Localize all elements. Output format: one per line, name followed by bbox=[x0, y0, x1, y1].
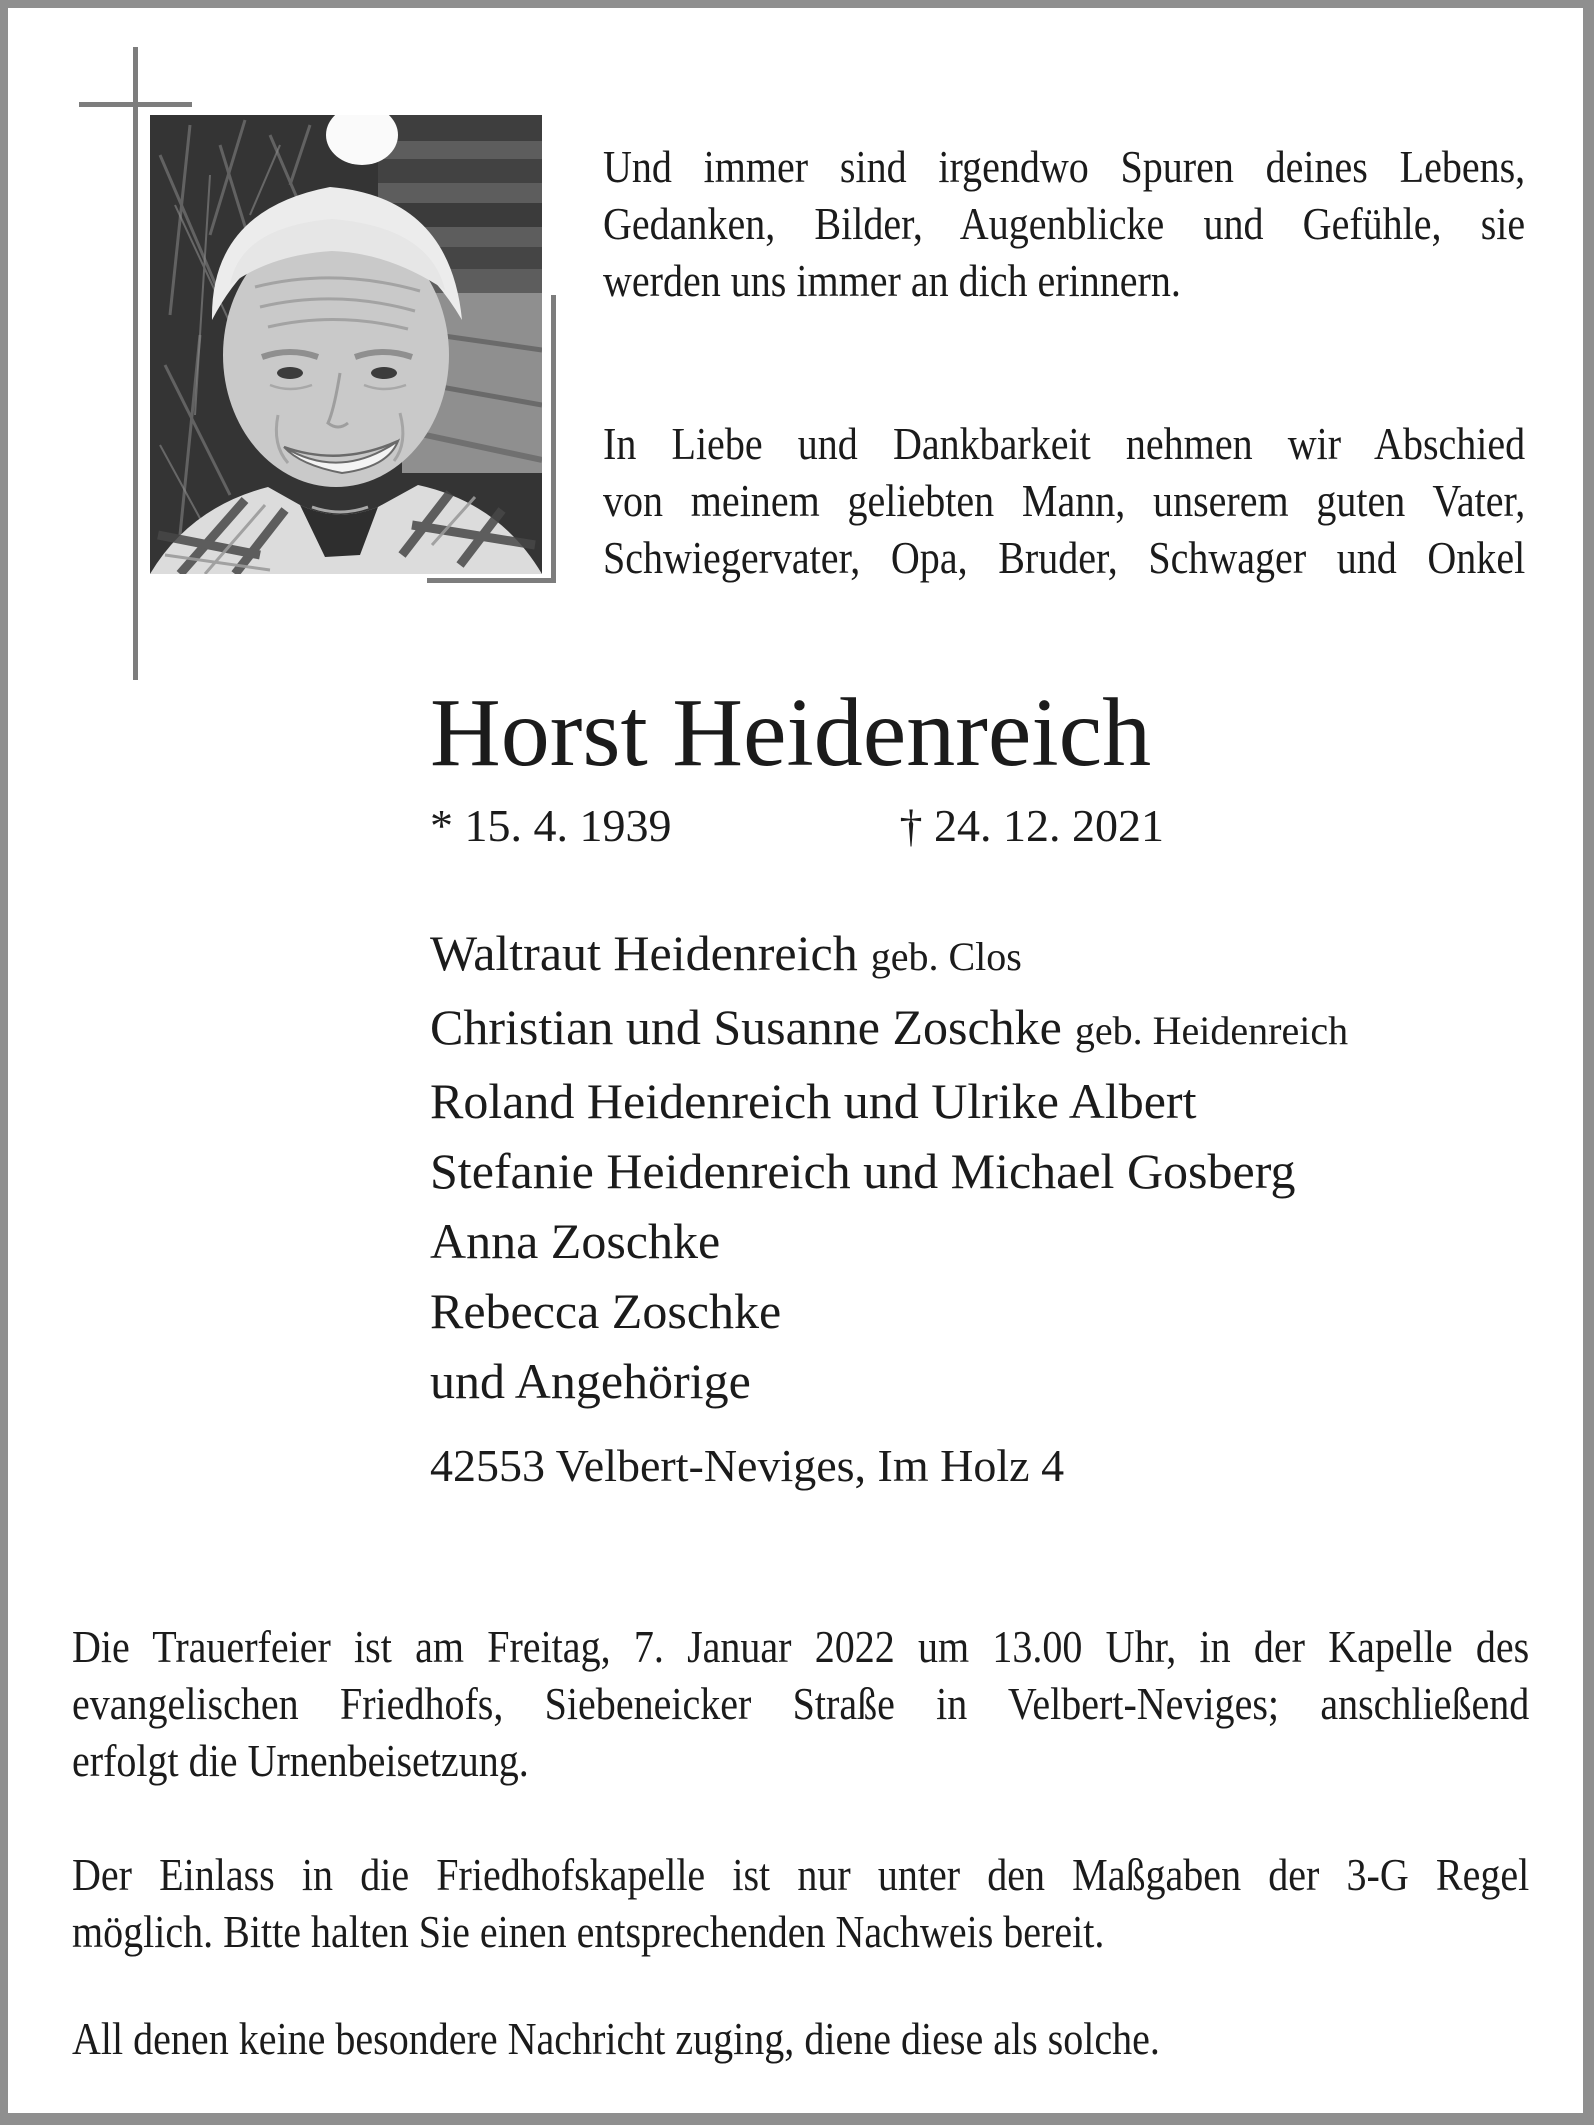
photo-corner-bracket-horizontal bbox=[427, 578, 556, 583]
text-line: Und immer sind irgendwo Spuren deines Lebens, bbox=[603, 141, 1526, 192]
text-line: werden uns immer an dich erinnern. bbox=[603, 255, 1181, 306]
mourner-maiden-name: geb. Clos bbox=[870, 934, 1022, 979]
portrait-photo-graphic bbox=[150, 115, 542, 574]
mourner-name: Anna Zoschke bbox=[430, 1213, 721, 1269]
death-date: † 24. 12. 2021 bbox=[899, 800, 1164, 851]
text-line: In Liebe und Dankbarkeit nehmen wir Abschied bbox=[603, 418, 1526, 469]
mourner-name: Roland Heidenreich und Ulrike Albert bbox=[430, 1073, 1197, 1129]
closing-note bbox=[72, 2010, 1529, 2067]
memorial-cross-horizontal bbox=[79, 102, 192, 107]
mourner-maiden-name: geb. Heidenreich bbox=[1074, 1008, 1349, 1053]
epigraph-quote bbox=[603, 138, 1525, 309]
mourner-name: und Angehörige bbox=[430, 1353, 751, 1409]
deceased-name: Horst Heidenreich bbox=[430, 679, 1152, 787]
mourner-row bbox=[430, 1066, 1348, 1136]
farewell-paragraph bbox=[603, 415, 1525, 586]
text-line: erfolgt die Urnenbeisetzung. bbox=[72, 1735, 529, 1786]
mourner-name: Christian und Susanne Zoschke bbox=[430, 999, 1062, 1055]
photo-corner-bracket-vertical bbox=[551, 295, 556, 583]
text-line: All denen keine besondere Nachricht zuging, diene diese als solche. bbox=[72, 2013, 1160, 2064]
text-line: Schwiegervater, Opa, Bruder, Schwager und Onkel bbox=[603, 532, 1526, 583]
mourner-row bbox=[430, 992, 1348, 1066]
text-line: möglich. Bitte halten Sie einen entsprechenden Nachweis bereit. bbox=[72, 1906, 1105, 1957]
funeral-service-paragraph bbox=[72, 1618, 1529, 1789]
mourner-name: Stefanie Heidenreich und Michael Gosberg bbox=[430, 1143, 1296, 1199]
text-line: evangelischen Friedhofs, Siebeneicker Straße in Velbert-Neviges; anschließend bbox=[72, 1678, 1530, 1729]
birth-date: * 15. 4. 1939 bbox=[430, 800, 672, 851]
admission-notice-paragraph bbox=[72, 1846, 1529, 1960]
mourner-row bbox=[430, 918, 1348, 992]
mourner-name: Rebecca Zoschke bbox=[430, 1283, 782, 1339]
text-line: Gedanken, Bilder, Augenblicke und Gefühle, sie bbox=[603, 198, 1526, 249]
mourner-row bbox=[430, 1136, 1348, 1206]
deceased-photo bbox=[150, 115, 542, 574]
mourner-name: Waltraut Heidenreich bbox=[430, 925, 858, 981]
mourner-row bbox=[430, 1276, 1348, 1346]
text-line: Der Einlass in die Friedhofskapelle ist nur unter den Maßgaben der 3-G Regel bbox=[72, 1849, 1530, 1900]
text-line: Die Trauerfeier ist am Freitag, 7. Januar 2022 um 13.00 Uhr, in der Kapelle des bbox=[72, 1621, 1530, 1672]
mourner-row bbox=[430, 1206, 1348, 1276]
mourner-row bbox=[430, 1346, 1348, 1416]
text-line: von meinem geliebten Mann, unserem guten Vater, bbox=[603, 475, 1526, 526]
mourners-list bbox=[430, 918, 1348, 1416]
address-line: 42553 Velbert-Neviges, Im Holz 4 bbox=[430, 1440, 1065, 1491]
life-dates bbox=[430, 797, 1164, 854]
memorial-cross-vertical bbox=[133, 47, 138, 680]
